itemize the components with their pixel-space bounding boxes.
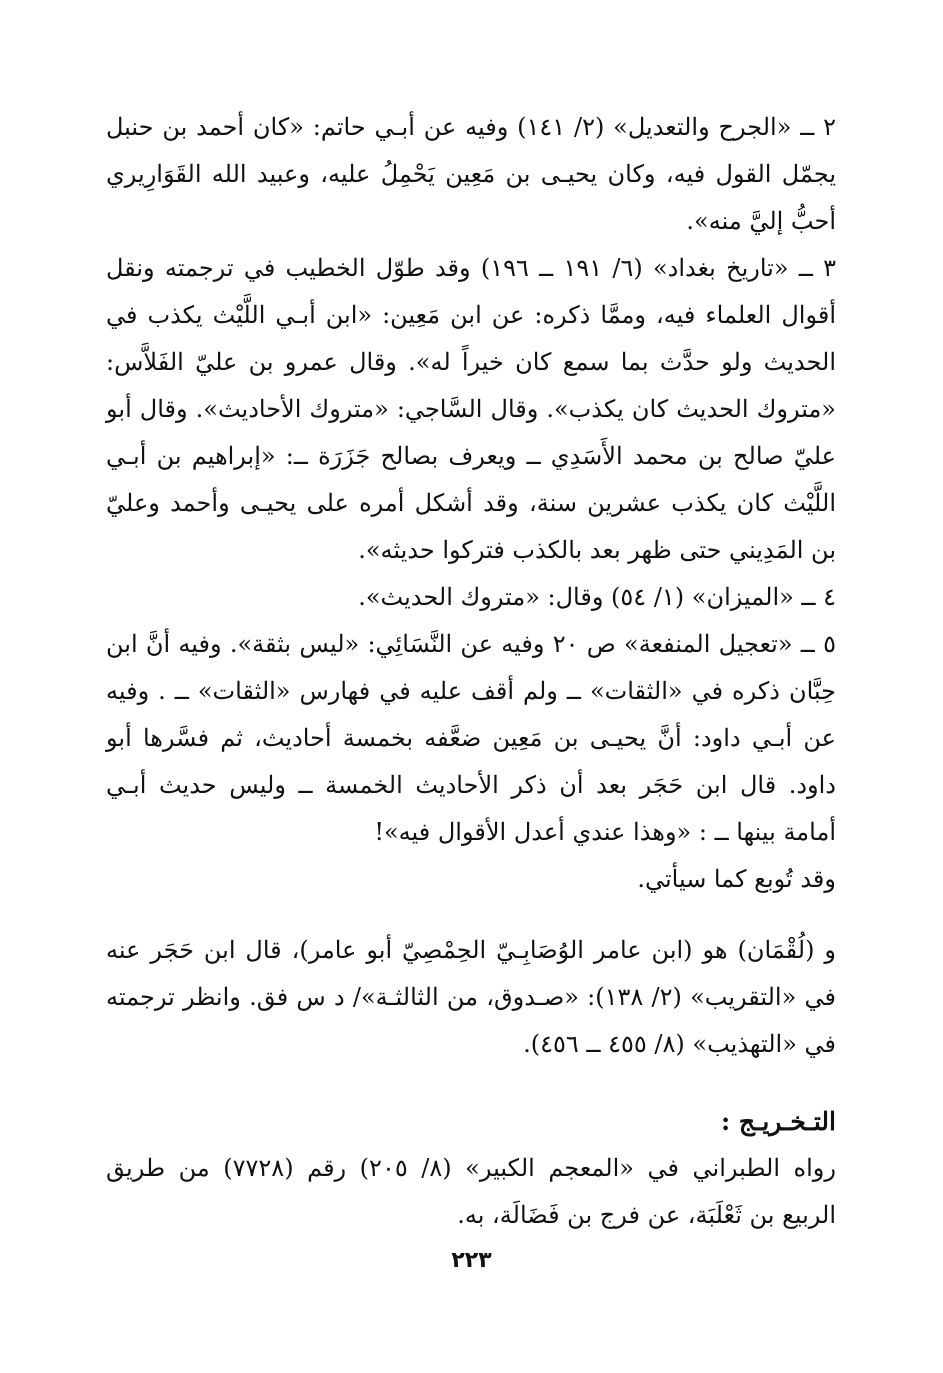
paragraph-mizan: ٤ ــ «الميزان» (١/ ٥٤) وقال: «متروك الحديث». bbox=[358, 583, 836, 611]
takhrij-body: رواه الطبراني في «المعجم الكبير» (٨/ ٢٠٥) رقم (٧٧٢٨) من طريق الربيع بن ثَعْلَبَة، عن فرج بن فَضَالَة، به. bbox=[106, 1154, 836, 1229]
paragraph-luqman: و (لُقْمَان) هو (ابن عامر الوُصَابِـيّ الحِمْصِيّ أبو عامر)، قال ابن حَجَر عنه في «التقريب» (٢/ ١٣٨): «صـدوق، من الثالثـة»/ د س فق. وانظر ترجمته في «التهذيب» (٨/ ٤٥٥ ــ ٤٥٦). bbox=[106, 936, 836, 1058]
paragraph-jarh-tadil: ٢ ــ «الجرح والتعديل» (٢/ ١٤١) وفيه عن أبـي حاتم: «كان أحمد بن حنبل يجمّل القول فيه، وكان يحيـى بن مَعِين يَحْمِلُ عليه، وعبيد الله القَوَارِيري أحبُّ إليَّ منه». bbox=[106, 113, 837, 235]
takhrij-heading: التـخـريـج : bbox=[720, 1107, 836, 1136]
paragraph-tubi: وقد تُوبع كما سيأتي. bbox=[637, 865, 836, 893]
paragraph-tarikh-baghdad: ٣ ــ «تاريخ بغداد» (٦/ ١٩١ ــ ١٩٦) وقد طوّل الخطيب في ترجمته ونقل أقوال العلماء فيه، وممَّا ذكره: عن ابن مَعِين: «ابن أبـي اللَّيْث يكذب في الحديث ولو حدَّث بما سمع كان خيراً له». وقال عمرو بن عليّ الفَلاَّس: «متروك الحديث كان يكذب». وقال السَّاجي: «متروك الأحاديث». وقال أبو عليّ صالح بن محمد الأَسَدِي ــ ويعرف بصالح جَزَرَة ــ: «إبراهيم بن أبـي اللَّيْث كان يكذب عشرين سنة، وقد أشكل أمره على يحيـى وأحمد وعليّ بن المَدِيني حتى ظهر بعد بالكذب فتركوا حديثه». bbox=[106, 254, 836, 564]
paragraph-tajil-manfaa: ٥ ــ «تعجيل المنفعة» ص ٢٠ وفيه عن النَّسَائِي: «ليس بثقة». وفيه أنَّ ابن حِبَّان ذكره في «الثقات» ــ ولم أقف عليه في فهارس «الثقات» ــ . وفيه عن أبـي داود: أنَّ يحيـى بن مَعِين ضعَّفه بخمسة أحاديث، ثم فسَّرها أبو داود. قال ابن حَجَر بعد أن ذكر الأحاديث الخمسة ــ وليس حديث أبـي أمامة بينها ــ : «وهذا عندي أعدل الأقوال فيه»! bbox=[106, 630, 836, 846]
page-body bbox=[106, 104, 836, 1239]
page-number: ٢٢٣ bbox=[451, 1248, 492, 1273]
